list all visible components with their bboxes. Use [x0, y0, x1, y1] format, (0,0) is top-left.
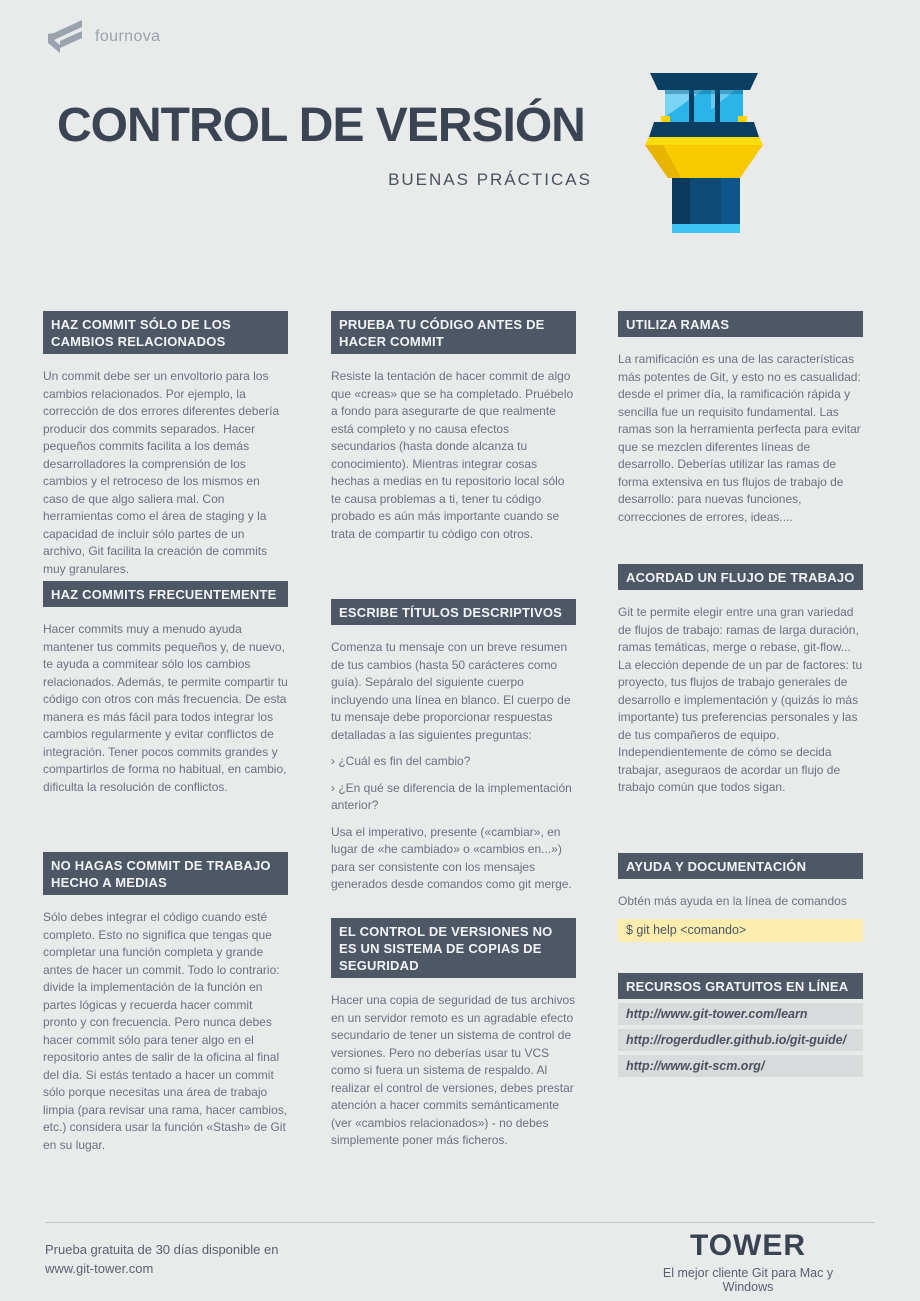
section-test-before-commit — [331, 311, 576, 543]
section-title-bar: RECURSOS GRATUITOS EN LÍNEA — [618, 973, 863, 999]
page-subtitle: BUENAS PRÁCTICAS — [388, 170, 592, 189]
section-title-bar: ACORDAD UN FLUJO DE TRABAJO — [618, 564, 863, 590]
bullet-marker: › — [331, 780, 335, 795]
bullet-item — [331, 753, 576, 771]
section-agree-workflow — [618, 564, 863, 797]
fournova-logo-icon — [45, 20, 85, 53]
section-use-branches — [618, 311, 863, 526]
tower-logo-text: TOWER — [689, 1229, 807, 1262]
section-body-text: Usa el imperativo, presente («cambiar», en lugar de «he cambiado» o «cambios en...») para ser consistente con los mensajes generados desde comandos como git merge. — [331, 824, 572, 891]
section-body-text: Un commit debe ser un envoltorio para los cambios relacionados. Por ejemplo, la corrección de dos errores diferentes debería producir dos commits separados. Hacer pequeños commits facilita a los demás desarrolladores la comprensión de los cambios y el retroceso de los mismos en caso de que algo saliera mal. Con herramientas como el área de staging y la capacidad de incluir sólo partes de un archivo, Git facilita la creación de commits muy granulares. — [43, 369, 280, 576]
bullet-marker: › — [331, 754, 335, 768]
section-descriptive-titles — [331, 599, 576, 894]
section-help-docs — [618, 853, 863, 942]
section-title-bar: EL CONTROL DE VERSIONES NO ES UN SISTEMA DE COPIAS DE SEGURIDAD — [331, 918, 576, 978]
section-title-bar: UTILIZA RAMAS — [618, 311, 863, 337]
section-body-text: La ramificación es una de las características más potentes de Git, y esto no es casualidad: desde el primer día, la ramificación rápida y sencilla fue un requisito fundamental. Las ramas son la herramienta perfecta para evitar que se mezclen diferentes líneas de desarrollo. Deberías utilizar las ramas de forma extensiva en tus flujos de trabajo de desarrollo: para nuevas funciones, correcciones de errores, ideas.... — [618, 352, 861, 524]
resource-links — [618, 1003, 863, 1077]
section-title-bar: AYUDA Y DOCUMENTACIÓN — [618, 853, 863, 879]
section-half-done-work — [43, 852, 288, 1154]
resource-link-git-guide[interactable]: http://rogerdudler.github.io/git-guide/ — [618, 1029, 863, 1051]
section-body-text: Hacer una copia de seguridad de tus archivos en un servidor remoto es un agradable efecto secundario de tener un sistema de control de versiones. Pero no deberías usar tu VCS como si fuera un sistema de respaldo. Al realizar el control de versiones, debes prestar atención a hacer commits semánticamente (ver «cambios relacionados») - no debes simplemente poner más ficheros. — [331, 993, 576, 1147]
section-free-resources — [618, 973, 863, 1077]
section-commit-often — [43, 581, 288, 796]
git-help-command-snippet: $ git help <comando> — [618, 919, 863, 942]
section-body-text: Hacer commits muy a menudo ayuda mantener tus commits pequeños y, de nuevo, te ayuda a commitear sólo los cambios relacionados. Además, te permite compartir tu código con otros con más frecuencia. De esta manera es más fácil para todos integrar los cambios regularmente y evitar conflictos de integración. Tener pocos commits grandes y compartirlos de forma no habitual, en cambio, dificulta la resolución de conflictos. — [43, 622, 288, 794]
tower-tagline: El mejor cliente Git para Mac y Windows — [662, 1266, 834, 1294]
section-vcs-not-backup — [331, 918, 576, 1150]
section-title-bar: ESCRIBE TÍTULOS DESCRIPTIVOS — [331, 599, 576, 625]
title-block — [57, 99, 592, 190]
bullet-item — [331, 780, 576, 815]
section-title-bar: HAZ COMMIT SÓLO DE LOS CAMBIOS RELACIONADOS — [43, 311, 288, 354]
footer-trial-note — [45, 1240, 278, 1278]
page-title: CONTROL DE VERSIÓN — [57, 99, 585, 152]
fournova-logo-text: fournova — [95, 27, 161, 45]
section-body-text: Resiste la tentación de hacer commit de algo que «creas» que se ha completado. Pruébelo a fondo para asegurarte de que realmente está completo y no causa efectos secundarios (hasta donde alcanza tu conocimiento). Mientras integrar cosas hechas a medias en tu repositorio local sólo te causa problemas a ti, tener tu código probado es aún más importante cuando se trata de compartir tu código con otros. — [331, 369, 574, 541]
section-body-text: Git te permite elegir entre una gran variedad de flujos de trabajo: ramas de larga duración, ramas temáticas, merge o rebase, git-flow... La elección depende de un par de factores: tu proyecto, tus flujos de trabajo generales de desarrollo e implementación y (quizás lo más importante) tus preferencias personales y las de tus compañeros de equipo. Independientemente de cómo se decida trabajar, aseguraos de acordar un flujo de trabajo común que todos sigan. — [618, 605, 863, 794]
bullet-text: ¿En qué se diferencia de la implementación anterior? — [331, 780, 572, 812]
section-title-bar: NO HAGAS COMMIT DE TRABAJO HECHO A MEDIAS — [43, 852, 288, 895]
section-body-text: Sólo debes integrar el código cuando esté completo. Esto no significa que tengas que completar una función completa y grande antes de hacer un commit. Todo lo contrario: divide la implementación de la función en partes lógicas y recuerda hacer commit pronto y con frecuencia. Pero nunca debes hacer commit sólo para tener algo en el repositorio antes de salir de la oficina al final del día. Si estás tentado a hacer un commit sólo porque necesitas una área de trabajo limpia (para revisar una rama, hacer cambios, etc.) considera usar la función «Stash» de Git en su lugar. — [43, 910, 288, 1152]
resource-link-git-tower-learn[interactable]: http://www.git-tower.com/learn — [618, 1003, 863, 1025]
tower-brand-block — [638, 1231, 858, 1294]
section-body-text: Obtén más ayuda en la línea de comandos — [618, 894, 847, 908]
section-title-bar: PRUEBA TU CÓDIGO ANTES DE HACER COMMIT — [331, 311, 576, 354]
trial-text: Prueba gratuita de 30 días disponible en — [45, 1242, 279, 1257]
section-body-text: Comenza tu mensaje con un breve resumen de tus cambios (hasta 50 carácteres como guía). Sepáralo del siguiente cuerpo incluyendo una línea en blanco. El cuerpo de tu mensaje debe proporcionar respuestas detalladas a las siguientes preguntas: — [331, 640, 571, 742]
bullet-text: ¿Cuál es fin del cambio? — [338, 754, 471, 768]
fournova-brand — [45, 20, 160, 53]
footer-divider — [45, 1222, 875, 1223]
trial-url[interactable]: www.git-tower.com — [45, 1261, 154, 1276]
section-title-bar: HAZ COMMITS FRECUENTEMENTE — [43, 581, 288, 607]
control-tower-illustration — [645, 72, 763, 234]
resource-link-git-scm[interactable]: http://www.git-scm.org/ — [618, 1055, 863, 1077]
section-related-changes — [43, 311, 288, 578]
